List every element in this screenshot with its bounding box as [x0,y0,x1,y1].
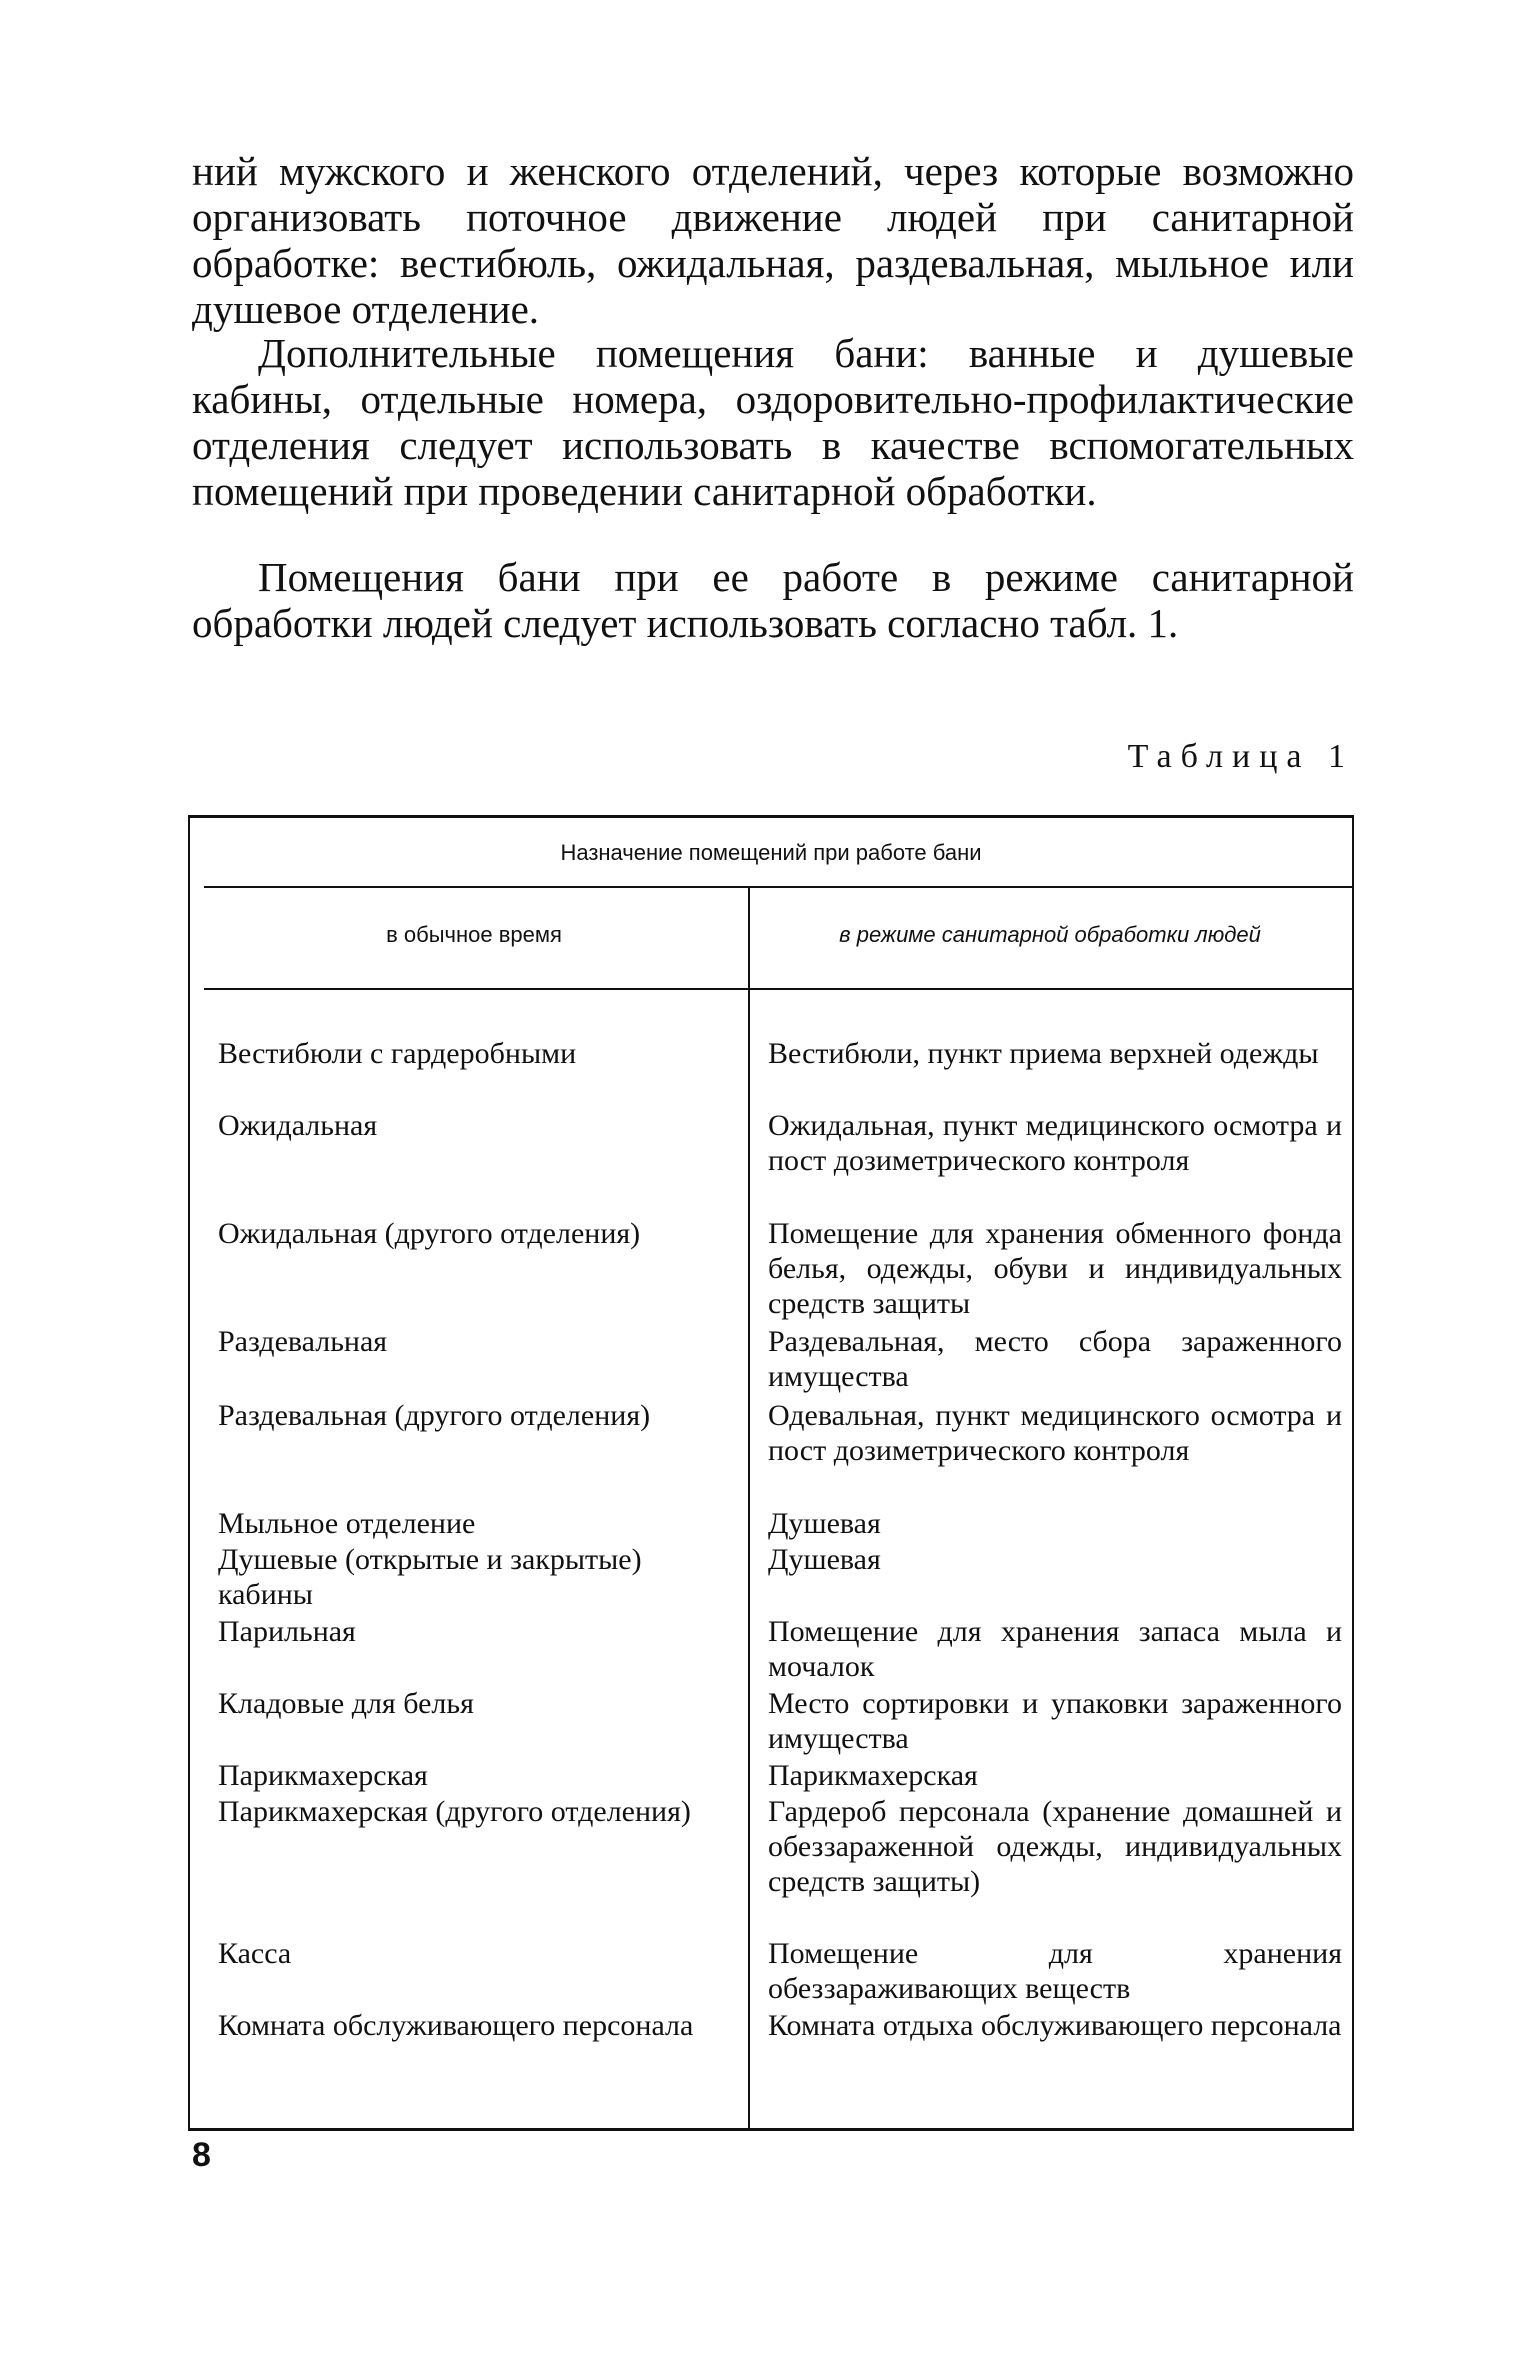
cell-sanitary: Ожидальная, пункт медицинского осмотра и пост дозиметрического контроля [768,1109,1342,1177]
cell-normal: Ожидальная (другого отделения) [218,1217,641,1250]
cell-normal: Ожидальная [218,1109,378,1142]
column-divider [748,886,750,2128]
paragraph-additional-rooms: Дополнительные помещения бани: ванные и душевые кабины, отдельные номера, оздоровительно-профилактические отделения следует использовать в качестве вспомогательных помещений при проведении санитарной обработки. [192,330,1354,514]
page-number: 8 [192,2136,211,2174]
cell-normal: Раздевальная (другого отделения) [218,1399,651,1432]
table-group-header: Назначение помещений при работе бани [560,840,982,865]
cell-sanitary: Гардероб персонала (хранение домашней и обеззараженной одежды, индивидуальных средств защиты) [768,1795,1342,1898]
cell-normal: Раздевальная [218,1325,388,1358]
cell-normal: Душевые (открытые и закрытые) кабины [218,1543,642,1611]
cell-normal: Кладовые для белья [218,1687,474,1720]
cell-normal: Парикмахерская [218,1759,428,1792]
cell-sanitary: Вестибюли, пункт приема верхней одежды [768,1037,1319,1070]
cell-normal: Парикмахерская (другого отделения) [218,1795,691,1828]
column-header-normal: в обычное время [386,922,562,947]
cell-sanitary: Душевая [768,1543,881,1576]
cell-sanitary: Место сортировки и упаковки зараженного имущества [768,1687,1342,1755]
paragraph-table-reference: Помещения бани при ее работе в режиме санитарной обработки людей следует использовать согласно табл. 1. [192,554,1354,646]
table-caption: Таблица 1 [1127,738,1354,775]
cell-normal: Парильная [218,1615,356,1648]
cell-normal: Мыльное отделение [218,1507,476,1540]
cell-sanitary: Комната отдыха обслуживающего персонала [768,2009,1342,2042]
paragraph-continuation: ний мужского и женского отделений, через которые возможно организовать поточное движение людей при санитарной обработке: вестибюль, ожидальная, раздевальная, мыльное или душевое отделение. [192,148,1354,332]
cell-sanitary: Парикмахерская [768,1759,978,1792]
cell-sanitary: Одевальная, пункт медицинского осмотра и пост дозиметрического контроля [768,1399,1342,1467]
cell-normal: Вестибюли с гардеробными [218,1037,577,1070]
rooms-table [188,815,1354,2131]
header-bottom-rule [204,988,1352,990]
header-rule [204,886,1352,888]
column-header-sanitary: в режиме санитарной обработки людей [839,922,1261,947]
cell-normal: Касса [218,1937,292,1970]
cell-sanitary: Помещение для хранения обменного фонда белья, одежды, обуви и индивидуальных средств защиты [768,1217,1342,1320]
cell-sanitary: Душевая [768,1507,881,1540]
cell-sanitary: Помещение для хранения запаса мыла и мочалок [768,1615,1342,1683]
cell-sanitary: Помещение для хранения обеззараживающих веществ [768,1937,1342,2005]
cell-sanitary: Раздевальная, место сбора зараженного имущества [768,1325,1342,1393]
cell-normal: Комната обслуживающего персонала [218,2009,694,2042]
